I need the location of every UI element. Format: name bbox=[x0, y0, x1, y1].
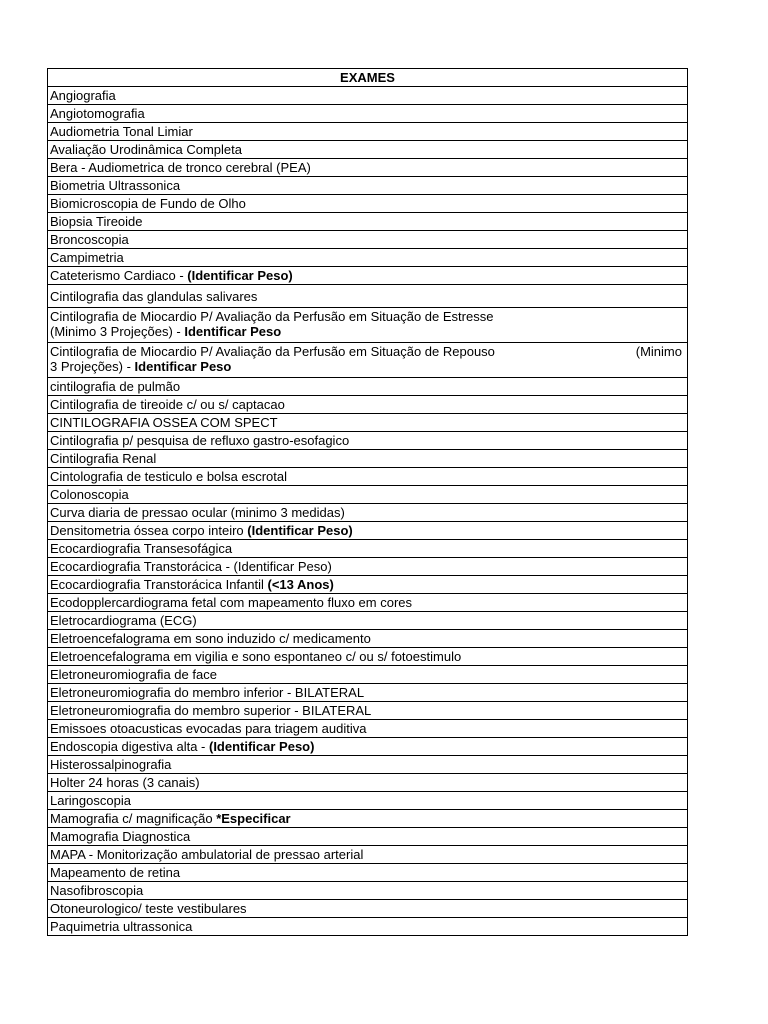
exam-row bbox=[48, 450, 688, 468]
exam-name: Mamografia Diagnostica bbox=[50, 829, 191, 844]
exam-cell bbox=[48, 702, 688, 720]
exam-row bbox=[48, 159, 688, 177]
exam-row bbox=[48, 308, 688, 343]
exam-row bbox=[48, 612, 688, 630]
exam-name: Biometria Ultrassonica bbox=[50, 178, 181, 193]
exam-name: Ecocardiografia Transesofágica bbox=[50, 541, 233, 556]
exam-name: Cintilografia de tireoide c/ ou s/ captacao bbox=[50, 397, 285, 412]
exam-row bbox=[48, 378, 688, 396]
exam-row bbox=[48, 414, 688, 432]
exam-cell bbox=[48, 540, 688, 558]
exam-row bbox=[48, 846, 688, 864]
exam-name: Eletrocardiograma (ECG) bbox=[50, 613, 197, 628]
exam-name: Densitometria óssea corpo inteiro bbox=[50, 523, 248, 538]
exam-row bbox=[48, 648, 688, 666]
exam-row bbox=[48, 540, 688, 558]
exam-cell bbox=[48, 231, 688, 249]
exam-name: Bera - Audiometrica de tronco cerebral (PEA) bbox=[50, 160, 311, 175]
exam-requirement: (Identificar Peso) bbox=[187, 268, 293, 283]
exam-cell bbox=[48, 864, 688, 882]
exam-row bbox=[48, 900, 688, 918]
exam-row bbox=[48, 576, 688, 594]
exam-row bbox=[48, 213, 688, 231]
exam-cell bbox=[48, 504, 688, 522]
exam-cell bbox=[48, 308, 688, 343]
exam-name: Cintilografia das glandulas salivares bbox=[50, 288, 258, 304]
exam-name: Colonoscopia bbox=[50, 487, 129, 502]
exam-row bbox=[48, 123, 688, 141]
exam-name: Avaliação Urodinâmica Completa bbox=[50, 142, 242, 157]
exam-cell bbox=[48, 468, 688, 486]
exam-name: Cintilografia p/ pesquisa de refluxo gastro-esofagico bbox=[50, 433, 350, 448]
exam-cell bbox=[48, 87, 688, 105]
exam-cell bbox=[48, 828, 688, 846]
exam-requirement: (<13 Anos) bbox=[267, 577, 334, 592]
exam-name: Ecocardiografia Transtorácica Infantil bbox=[50, 577, 268, 592]
exam-row bbox=[48, 774, 688, 792]
exam-row bbox=[48, 918, 688, 936]
exam-row bbox=[48, 105, 688, 123]
exam-name: Emissoes otoacusticas evocadas para triagem auditiva bbox=[50, 721, 367, 736]
header-row bbox=[48, 69, 688, 87]
exam-cell bbox=[48, 576, 688, 594]
exam-name-continued: 3 Projeções) - bbox=[50, 359, 135, 374]
exam-row bbox=[48, 343, 688, 378]
exam-cell bbox=[48, 105, 688, 123]
exam-name: Paquimetria ultrassonica bbox=[50, 919, 193, 934]
exam-row bbox=[48, 792, 688, 810]
exam-row bbox=[48, 756, 688, 774]
exam-name: Eletroneuromiografia do membro superior - BILATERAL bbox=[50, 703, 372, 718]
exam-cell bbox=[48, 900, 688, 918]
exam-note: (Minimo bbox=[635, 344, 682, 359]
exam-row bbox=[48, 738, 688, 756]
exam-cell bbox=[48, 720, 688, 738]
exam-name: Eletroencefalograma em vigilia e sono espontaneo c/ ou s/ fotoestimulo bbox=[50, 649, 462, 664]
exam-cell bbox=[48, 792, 688, 810]
exam-name: Eletroencefalograma em sono induzido c/ medicamento bbox=[50, 631, 371, 646]
exam-row bbox=[48, 828, 688, 846]
exam-name: Cintolografia de testiculo e bolsa escrotal bbox=[50, 469, 288, 484]
exam-cell bbox=[48, 630, 688, 648]
exam-cell bbox=[48, 432, 688, 450]
exam-name: Ecocardiografia Transtorácica - (Identificar Peso) bbox=[50, 559, 332, 574]
exam-row bbox=[48, 882, 688, 900]
exam-row bbox=[48, 864, 688, 882]
exam-row bbox=[48, 684, 688, 702]
exam-name: Otoneurologico/ teste vestibulares bbox=[50, 901, 247, 916]
exam-name: Curva diaria de pressao ocular (minimo 3 medidas) bbox=[50, 505, 345, 520]
exam-cell bbox=[48, 378, 688, 396]
exam-cell bbox=[48, 666, 688, 684]
exam-row bbox=[48, 267, 688, 285]
exam-name: Biomicroscopia de Fundo de Olho bbox=[50, 196, 246, 211]
exam-cell bbox=[48, 159, 688, 177]
exam-name: Endoscopia digestiva alta - bbox=[50, 739, 209, 754]
exam-cell bbox=[48, 285, 688, 308]
exams-header: EXAMES bbox=[48, 69, 688, 87]
exam-cell bbox=[48, 738, 688, 756]
exam-list bbox=[48, 87, 688, 936]
exam-row bbox=[48, 666, 688, 684]
exam-row bbox=[48, 195, 688, 213]
exam-requirement: Identificar Peso bbox=[134, 359, 232, 374]
exam-name: Campimetria bbox=[50, 250, 124, 265]
exam-cell bbox=[48, 414, 688, 432]
exam-name-continued: (Minimo 3 Projeções) - bbox=[50, 324, 185, 339]
exam-name: Broncoscopia bbox=[50, 232, 129, 247]
exam-name: Cintilografia de Miocardio P/ Avaliação da Perfusão em Situação de Repouso bbox=[50, 344, 495, 359]
exam-name: Laringoscopia bbox=[50, 793, 131, 808]
exam-name: Eletroneuromiografia do membro inferior - BILATERAL bbox=[50, 685, 365, 700]
exam-cell bbox=[48, 846, 688, 864]
exam-row bbox=[48, 87, 688, 105]
exam-row bbox=[48, 630, 688, 648]
exam-requirement: (Identificar Peso) bbox=[247, 523, 353, 538]
exam-cell bbox=[48, 810, 688, 828]
exam-row bbox=[48, 504, 688, 522]
exam-cell bbox=[48, 756, 688, 774]
exam-name: Cintilografia Renal bbox=[50, 451, 157, 466]
exam-name: MAPA - Monitorização ambulatorial de pressao arterial bbox=[50, 847, 364, 862]
exam-row bbox=[48, 594, 688, 612]
exam-row bbox=[48, 720, 688, 738]
exam-name: Audiometria Tonal Limiar bbox=[50, 124, 193, 139]
exam-name: Angiografia bbox=[50, 88, 116, 103]
exam-cell bbox=[48, 141, 688, 159]
exam-cell bbox=[48, 882, 688, 900]
exam-row bbox=[48, 285, 688, 308]
exam-requirement: Identificar Peso bbox=[184, 324, 282, 339]
exam-name: CINTILOGRAFIA OSSEA COM SPECT bbox=[50, 415, 278, 430]
exam-cell bbox=[48, 684, 688, 702]
exam-cell bbox=[48, 123, 688, 141]
exam-row bbox=[48, 396, 688, 414]
exam-cell bbox=[48, 450, 688, 468]
exam-cell bbox=[48, 195, 688, 213]
exam-name: Eletroneuromiografia de face bbox=[50, 667, 217, 682]
exam-name: Biopsia Tireoide bbox=[50, 214, 143, 229]
exam-cell bbox=[48, 774, 688, 792]
exam-row bbox=[48, 558, 688, 576]
exam-row bbox=[48, 249, 688, 267]
exam-cell bbox=[48, 486, 688, 504]
exam-row bbox=[48, 432, 688, 450]
exam-row bbox=[48, 177, 688, 195]
exam-name: Mapeamento de retina bbox=[50, 865, 181, 880]
exam-row bbox=[48, 231, 688, 249]
exam-name: Nasofibroscopia bbox=[50, 883, 144, 898]
exam-cell bbox=[48, 177, 688, 195]
exam-row bbox=[48, 810, 688, 828]
exam-cell bbox=[48, 249, 688, 267]
exam-row bbox=[48, 522, 688, 540]
exam-name: cintilografia de pulmão bbox=[50, 379, 181, 394]
exam-cell bbox=[48, 343, 688, 378]
exams-table bbox=[47, 68, 688, 936]
exam-requirement: *Especificar bbox=[216, 811, 291, 826]
exam-name: Ecodopplercardiograma fetal com mapeamento fluxo em cores bbox=[50, 595, 413, 610]
exam-cell bbox=[48, 918, 688, 936]
exam-cell bbox=[48, 612, 688, 630]
exam-row bbox=[48, 702, 688, 720]
exam-name: Histerossalpinografia bbox=[50, 757, 172, 772]
exam-cell bbox=[48, 396, 688, 414]
exam-name: Mamografia c/ magnificação bbox=[50, 811, 217, 826]
exam-name: Angiotomografia bbox=[50, 106, 145, 121]
exam-cell bbox=[48, 594, 688, 612]
exam-cell bbox=[48, 267, 688, 285]
exam-name: Cintilografia de Miocardio P/ Avaliação da Perfusão em Situação de Estresse bbox=[50, 309, 494, 324]
exam-name: Holter 24 horas (3 canais) bbox=[50, 775, 200, 790]
exam-row bbox=[48, 141, 688, 159]
exam-cell bbox=[48, 213, 688, 231]
exam-cell bbox=[48, 522, 688, 540]
exam-cell bbox=[48, 558, 688, 576]
exam-name: Cateterismo Cardiaco - bbox=[50, 268, 188, 283]
exam-row bbox=[48, 468, 688, 486]
exam-requirement: (Identificar Peso) bbox=[208, 739, 315, 754]
exam-row bbox=[48, 486, 688, 504]
exam-cell bbox=[48, 648, 688, 666]
